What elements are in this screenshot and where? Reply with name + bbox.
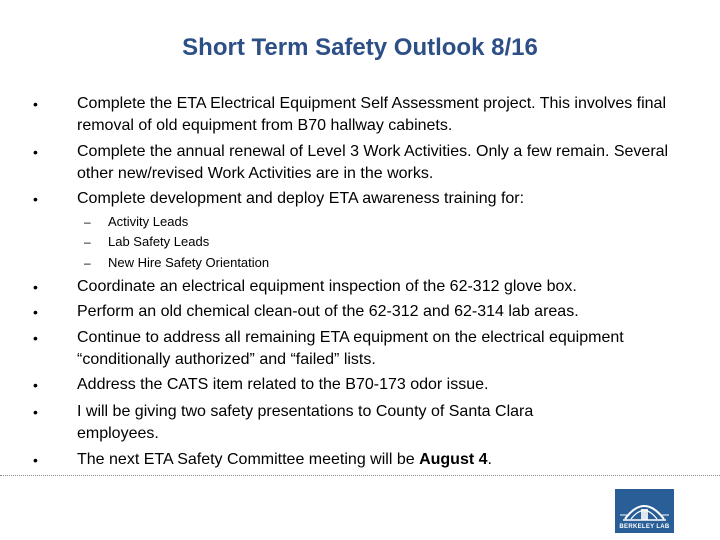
list-item-text: Complete the annual renewal of Level 3 Work Activities. Only a few remain. Several other new/revised Work Activities are in the works.: [77, 143, 669, 182]
dash-icon: –: [84, 256, 91, 270]
list-item-text: [77, 449, 697, 471]
list-item-text: Coordinate an electrical equipment inspection of the 62-312 glove box.: [77, 278, 577, 295]
berkeley-lab-logo: [615, 489, 674, 533]
dash-icon: –: [84, 215, 91, 229]
bullet-icon: •: [33, 191, 38, 207]
footer-divider: [0, 475, 720, 476]
bullet-icon: •: [33, 377, 38, 393]
sub-list-item-text: Lab Safety Leads: [108, 234, 210, 249]
list-item-text: Perform an old chemical clean-out of the 62-312 and 62-314 lab areas.: [77, 303, 579, 320]
bullet-icon: •: [33, 304, 38, 320]
last-item-suffix: .: [487, 451, 492, 468]
bullet-icon: •: [33, 452, 38, 468]
list-item-text: Complete development and deploy ETA awareness training for:: [77, 190, 525, 207]
bullet-icon: •: [33, 144, 38, 160]
bullet-icon: •: [33, 330, 38, 346]
meeting-date: August 4: [419, 451, 488, 468]
bullet-icon: •: [33, 404, 38, 420]
last-item-prefix: The next ETA Safety Committee meeting will be: [77, 451, 420, 468]
list-item-text: Complete the ETA Electrical Equipment Self Assessment project. This involves final removal of old equipment from B70 hallway cabinets.: [77, 95, 667, 134]
dash-icon: –: [84, 235, 91, 249]
sub-list-item-text: New Hire Safety Orientation: [108, 255, 270, 270]
bullet-icon: •: [33, 96, 38, 112]
bullet-icon: •: [33, 279, 38, 295]
list-item-text: Continue to address all remaining ETA equipment on the electrical equipment “conditionally authorized” and “failed” lists.: [77, 329, 624, 368]
logo-text: BERKELEY LAB: [619, 524, 670, 530]
slide-title: Short Term Safety Outlook 8/16: [182, 34, 538, 61]
list-item-text: I will be giving two safety presentations to County of Santa Clara employees.: [77, 403, 534, 442]
list-item-text: Address the CATS item related to the B70-173 odor issue.: [77, 376, 489, 393]
sub-list-item-text: Activity Leads: [108, 214, 189, 229]
